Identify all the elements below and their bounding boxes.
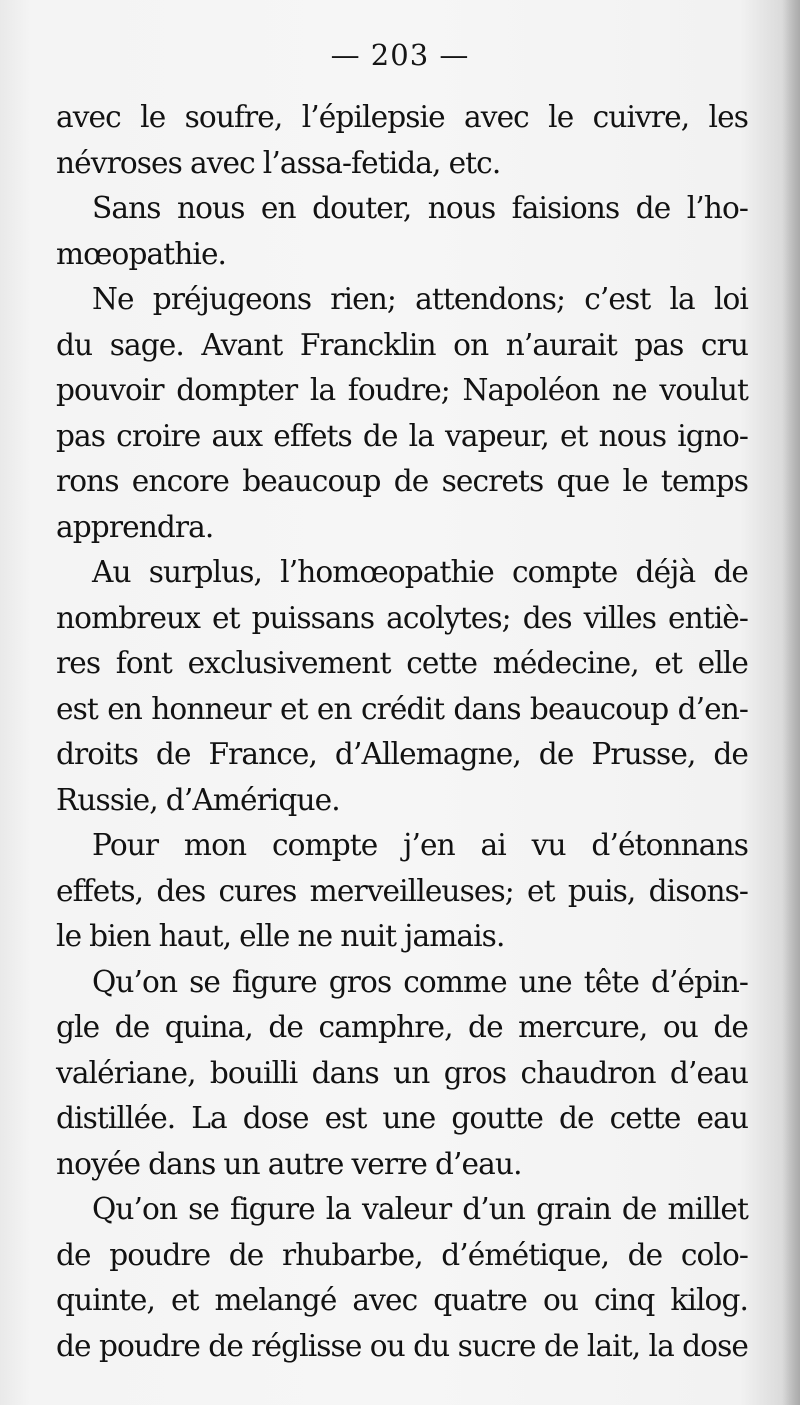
text-line: de poudre de réglisse ou du sucre de lait, la dose <box>56 1328 748 1363</box>
text-line: Qu’on se figure la valeur d’un grain de millet <box>92 1192 748 1226</box>
text-line: Qu’on se figure gros comme une tête d’épin- <box>92 964 748 999</box>
text-line: du sage. Avant Francklin on n’aurait pas cru <box>56 327 748 362</box>
text-line: le bien haut, elle ne nuit jamais. <box>56 919 505 953</box>
text-line: Sans nous en douter, nous faisions de l’ho- <box>92 191 748 225</box>
text-line: gle de quina, de camphre, de mercure, ou de <box>56 1010 748 1044</box>
text-line: mœopathie. <box>56 236 227 271</box>
text-line: de poudre de rhubarbe, d’émétique, de colo- <box>56 1237 748 1272</box>
page-number: — 203 — <box>330 38 470 72</box>
text-line: nombreux et puissans acolytes; des villes entiè- <box>56 600 748 635</box>
text-line: Russie, d’Amérique. <box>56 782 340 817</box>
text-line: pas croire aux effets de la vapeur, et nous igno- <box>56 418 748 453</box>
text-line: est en honneur et en crédit dans beaucoup d’en- <box>56 691 748 726</box>
text-line: névroses avec l’assa-fetida, etc. <box>56 145 501 180</box>
text-line: Ne préjugeons rien; attendons; c’est la loi <box>92 282 748 316</box>
page-edge-shadow <box>782 0 800 1405</box>
text-line: effets, des cures merveilleuses; et puis, disons- <box>56 873 748 908</box>
text-line: Au surplus, l’homœopathie compte déjà de <box>92 555 748 589</box>
text-line: distillée. La dose est une goutte de cette eau <box>56 1101 748 1135</box>
text-line: droits de France, d’Allemagne, de Prusse, de <box>56 737 748 771</box>
body-text <box>56 95 748 1369</box>
text-line: avec le soufre, l’épilepsie avec le cuivre, les <box>56 100 748 134</box>
text-line: valériane, bouilli dans un gros chaudron d’eau <box>56 1055 748 1090</box>
text-line: apprendra. <box>56 509 214 544</box>
text-line: noyée dans un autre verre d’eau. <box>56 1146 522 1181</box>
text-line: quinte, et melangé avec quatre ou cinq kilog. <box>56 1283 748 1317</box>
text-line: Pour mon compte j’en ai vu d’étonnans <box>92 828 748 862</box>
text-line: pouvoir dompter la foudre; Napoléon ne voulut <box>56 373 748 407</box>
text-line: res font exclusivement cette médecine, et elle <box>56 646 748 680</box>
text-line: rons encore beaucoup de secrets que le temps <box>56 464 748 498</box>
